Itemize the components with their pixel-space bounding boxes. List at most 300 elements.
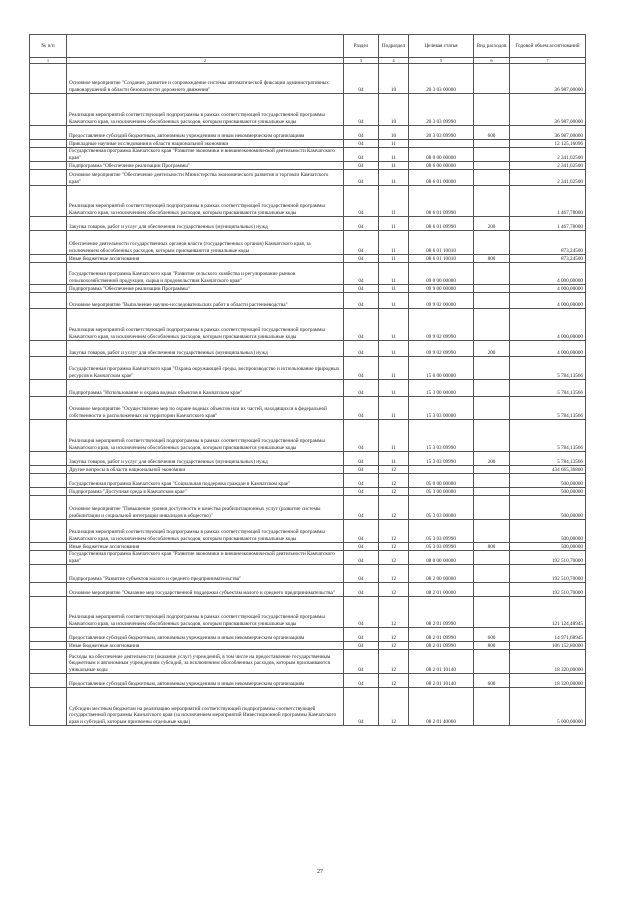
page-number: 27: [317, 869, 323, 875]
cell-annual-amount: 873,24500: [510, 255, 586, 263]
cell-podrazdel: 12: [379, 466, 409, 474]
cell-expense-type: [474, 309, 510, 341]
cell-num: [30, 170, 67, 186]
cell-name: Основное мероприятие "Создание, развитие и сопровождение системы автоматической фиксации административных правонарушений в области безопасности дорожного движения": [67, 64, 344, 94]
cell-expense-type: [474, 94, 510, 126]
cell-num: [30, 420, 67, 452]
cell-razdel: 04: [344, 293, 379, 309]
cell-podrazdel: 12: [379, 688, 409, 726]
table-body: [30, 64, 586, 726]
cell-num: [30, 551, 67, 565]
cell-razdel: 04: [344, 565, 379, 583]
table-row: [30, 217, 586, 231]
cell-name: Расходы на обеспечение деятельности (оказание услуг) учреждений, в том числе на предоставление государственным бюджетным и автономным учреждениям субсидий, за исключением обособленных расходов, которым присваиваются уникальные коды: [67, 650, 344, 674]
cell-podrazdel: 10: [379, 126, 409, 140]
column-index: 3: [344, 58, 379, 64]
cell-razdel: 04: [344, 551, 379, 565]
cell-name: Субсидии местным бюджетам на реализацию мероприятий соответствующей подпрограммы соответствующей государственной программы Камчатского края (за исключением мероприятий Инвестиционной программы Камчатского края и субсидий, которым присвоены отдельные коды): [67, 688, 344, 726]
cell-razdel: 04: [344, 597, 379, 628]
cell-num: [30, 309, 67, 341]
cell-target-article: 15 3 03 09990: [409, 420, 474, 452]
cell-num: [30, 231, 67, 255]
cell-razdel: 04: [344, 231, 379, 255]
cell-podrazdel: 12: [379, 520, 409, 543]
cell-target-article: 09 9 02 09990: [409, 309, 474, 341]
cell-target-article: 20 3 03 09990: [409, 126, 474, 140]
cell-razdel: 04: [344, 285, 379, 293]
cell-razdel: 04: [344, 126, 379, 140]
column-index: 7: [510, 58, 586, 64]
cell-annual-amount: 500,00000: [510, 520, 586, 543]
cell-expense-type: [474, 231, 510, 255]
cell-razdel: 04: [344, 650, 379, 674]
table-row: [30, 474, 586, 488]
cell-name: Основное мероприятие "Выполнение научно-исследовательских работ в области растениеводства": [67, 293, 344, 309]
table-row: [30, 488, 586, 496]
cell-expense-type: [474, 488, 510, 496]
cell-annual-amount: 121 124,48945: [510, 597, 586, 628]
cell-annual-amount: 500,00000: [510, 474, 586, 488]
cell-expense-type: 200: [474, 452, 510, 466]
cell-podrazdel: 11: [379, 186, 409, 217]
cell-annual-amount: 18 320,00000: [510, 674, 586, 688]
cell-num: [30, 642, 67, 650]
cell-num: [30, 357, 67, 380]
cell-annual-amount: 1 467,78000: [510, 186, 586, 217]
cell-expense-type: 800: [474, 642, 510, 650]
cell-target-article: 15 3 00 00000: [409, 380, 474, 397]
col-header-annual-amount: Годовой объем ассигнований: [510, 35, 586, 58]
cell-name: Иные бюджетные ассигнования: [67, 642, 344, 650]
table-row: [30, 94, 586, 126]
cell-name: Предоставление субсидий бюджетным, автономным учреждениям и иным некоммерческим организациям: [67, 126, 344, 140]
cell-name: Реализация мероприятий соответствующей подпрограммы в рамках соответствующей государственной программы Камчатского края, за исключением обособленных расходов, которым присваиваются уникальные коды: [67, 94, 344, 126]
cell-num: [30, 126, 67, 140]
cell-expense-type: [474, 597, 510, 628]
cell-razdel: 04: [344, 628, 379, 642]
cell-num: [30, 688, 67, 726]
cell-num: [30, 285, 67, 293]
cell-target-article: 09 9 00 00000: [409, 285, 474, 293]
cell-num: [30, 466, 67, 474]
cell-name: Подпрограмма "Доступная среда в Камчатском крае": [67, 488, 344, 496]
cell-target-article: 15 3 03 00000: [409, 397, 474, 420]
cell-target-article: 08 6 01 09990: [409, 186, 474, 217]
cell-razdel: 04: [344, 642, 379, 650]
cell-target-article: 08 0 00 00000: [409, 148, 474, 162]
cell-expense-type: [474, 263, 510, 285]
cell-num: [30, 452, 67, 466]
cell-annual-amount: 5 784,13566: [510, 452, 586, 466]
table-row: [30, 496, 586, 520]
table-row: [30, 162, 586, 170]
cell-expense-type: 200: [474, 341, 510, 357]
cell-num: [30, 64, 67, 94]
cell-razdel: 04: [344, 488, 379, 496]
col-header-expense-type: Вид расходов: [474, 35, 510, 58]
cell-razdel: 04: [344, 583, 379, 597]
cell-podrazdel: 11: [379, 357, 409, 380]
cell-target-article: 05 3 03 09990: [409, 543, 474, 551]
cell-podrazdel: 10: [379, 94, 409, 126]
table-header-row: [30, 35, 586, 58]
cell-num: [30, 628, 67, 642]
cell-expense-type: [474, 520, 510, 543]
cell-expense-type: [474, 688, 510, 726]
cell-podrazdel: 12: [379, 543, 409, 551]
table-row: [30, 285, 586, 293]
cell-razdel: 04: [344, 466, 379, 474]
cell-name: Основное мероприятие "Обеспечение деятельности Министерства экономического развития и торговли Камчатского края": [67, 170, 344, 186]
cell-annual-amount: 500,00000: [510, 488, 586, 496]
cell-razdel: 04: [344, 255, 379, 263]
table-row: [30, 126, 586, 140]
table-row: [30, 64, 586, 94]
cell-target-article: 08 6 01 10010: [409, 231, 474, 255]
table-row: [30, 148, 586, 162]
cell-razdel: 04: [344, 452, 379, 466]
cell-name: Основное мероприятие "Осуществление мер по охране водных объектов или их частей, находящихся в федеральной собственности и расположенных на территории Камчатского края": [67, 397, 344, 420]
cell-name: Иные бюджетные ассигнования: [67, 543, 344, 551]
column-index: 6: [474, 58, 510, 64]
cell-num: [30, 263, 67, 285]
cell-podrazdel: 11: [379, 263, 409, 285]
cell-num: [30, 148, 67, 162]
cell-target-article: 15 3 03 09990: [409, 452, 474, 466]
cell-expense-type: [474, 148, 510, 162]
cell-expense-type: [474, 583, 510, 597]
cell-num: [30, 397, 67, 420]
cell-podrazdel: 12: [379, 496, 409, 520]
cell-num: [30, 162, 67, 170]
cell-podrazdel: 12: [379, 583, 409, 597]
table-row: [30, 628, 586, 642]
cell-razdel: 04: [344, 170, 379, 186]
cell-name: Другие вопросы в области национальной экономики: [67, 466, 344, 474]
cell-expense-type: [474, 496, 510, 520]
cell-annual-amount: 873,24500: [510, 231, 586, 255]
cell-num: [30, 597, 67, 628]
cell-target-article: 08 2 01 09990: [409, 642, 474, 650]
table-row: [30, 380, 586, 397]
table-row: [30, 452, 586, 466]
cell-expense-type: 600: [474, 126, 510, 140]
cell-razdel: 04: [344, 64, 379, 94]
col-header-target-article: Целевая статья: [409, 35, 474, 58]
table-row: [30, 186, 586, 217]
cell-name: Государственная программа Камчатского края "Развитие экономики и внешнеэкономической деятельности Камчатского края": [67, 148, 344, 162]
cell-target-article: 05 3 03 00000: [409, 496, 474, 520]
cell-annual-amount: 18 320,00000: [510, 650, 586, 674]
col-header-podrazdel: Подраздел: [379, 35, 409, 58]
col-header-razdel: Раздел: [344, 35, 379, 58]
cell-razdel: 04: [344, 420, 379, 452]
table-row: [30, 520, 586, 543]
cell-razdel: 04: [344, 688, 379, 726]
table-row: [30, 650, 586, 674]
table-row: [30, 466, 586, 474]
cell-annual-amount: 4 000,00000: [510, 263, 586, 285]
cell-annual-amount: 500,00000: [510, 543, 586, 551]
cell-razdel: 04: [344, 496, 379, 520]
cell-name: Обеспечение деятельности государственных органов власти (государственных органов) Камчатского края, за исключением обособленных расходов, которым присваиваются уникальные коды: [67, 231, 344, 255]
cell-podrazdel: 11: [379, 162, 409, 170]
cell-razdel: 04: [344, 380, 379, 397]
cell-podrazdel: 12: [379, 551, 409, 565]
cell-target-article: 08 2 01 09990: [409, 628, 474, 642]
cell-razdel: 04: [344, 474, 379, 488]
cell-podrazdel: 10: [379, 64, 409, 94]
cell-podrazdel: 11: [379, 309, 409, 341]
cell-target-article: 15 0 00 00000: [409, 357, 474, 380]
cell-num: [30, 520, 67, 543]
cell-annual-amount: 5 784,13566: [510, 357, 586, 380]
cell-annual-amount: 2 341,02500: [510, 170, 586, 186]
cell-expense-type: 800: [474, 255, 510, 263]
cell-target-article: 08 2 00 00000: [409, 565, 474, 583]
cell-target-article: [409, 466, 474, 474]
table-row: [30, 170, 586, 186]
table-row: [30, 565, 586, 583]
cell-annual-amount: 5 784,13566: [510, 397, 586, 420]
cell-name: Основное мероприятие "Повышение уровня доступности и качества реабилитационных услуг (развитие системы реабилитации и социальной интеграции инвалидов в общество)": [67, 496, 344, 520]
cell-expense-type: [474, 565, 510, 583]
cell-target-article: 05 0 00 00000: [409, 474, 474, 488]
cell-num: [30, 496, 67, 520]
cell-name: Основное мероприятие "Оказание мер государственной поддержки субъектам малого и среднего предпринимательства": [67, 583, 344, 597]
cell-name: Реализация мероприятий соответствующей подпрограммы в рамках соответствующей государственной программы Камчатского края, за исключением обособленных расходов, которым присваиваются уникальные коды: [67, 420, 344, 452]
cell-name: Закупка товаров, работ и услуг для обеспечения государственных (муниципальных) нужд: [67, 452, 344, 466]
cell-expense-type: [474, 380, 510, 397]
table-row: [30, 642, 586, 650]
cell-expense-type: [474, 140, 510, 148]
cell-name: Предоставление субсидий бюджетным, автономным учреждениям и иным некоммерческим организациям: [67, 628, 344, 642]
table-row: [30, 597, 586, 628]
table-row: [30, 357, 586, 380]
column-index: 1: [30, 58, 67, 64]
cell-target-article: 05 3 03 09990: [409, 520, 474, 543]
cell-target-article: 08 2 01 00000: [409, 583, 474, 597]
cell-razdel: 04: [344, 520, 379, 543]
table-row: [30, 263, 586, 285]
cell-expense-type: [474, 170, 510, 186]
cell-razdel: 04: [344, 543, 379, 551]
cell-annual-amount: 1 467,78000: [510, 217, 586, 231]
cell-expense-type: [474, 466, 510, 474]
cell-target-article: 09 0 00 00000: [409, 263, 474, 285]
table-row: [30, 543, 586, 551]
table-row: [30, 397, 586, 420]
table-row: [30, 255, 586, 263]
cell-target-article: [409, 140, 474, 148]
cell-expense-type: [474, 650, 510, 674]
cell-num: [30, 293, 67, 309]
cell-annual-amount: 4 000,00000: [510, 309, 586, 341]
cell-podrazdel: 11: [379, 170, 409, 186]
cell-razdel: 04: [344, 674, 379, 688]
table-row: [30, 341, 586, 357]
column-index: 5: [409, 58, 474, 64]
col-header-num: № п/п: [30, 35, 67, 58]
cell-razdel: 04: [344, 217, 379, 231]
cell-podrazdel: 12: [379, 565, 409, 583]
cell-name: Прикладные научные исследования в области национальной экономики: [67, 140, 344, 148]
cell-num: [30, 650, 67, 674]
cell-name: Государственная программа Камчатского края "Развитие сельского хозяйства и регулирование рынков сельскохозяйственной продукции, сырья и продовольствия Камчатского края": [67, 263, 344, 285]
cell-expense-type: [474, 186, 510, 217]
cell-expense-type: [474, 64, 510, 94]
cell-name: Иные бюджетные ассигнования: [67, 255, 344, 263]
cell-name: Подпрограмма "Обеспечение реализации Программы": [67, 285, 344, 293]
cell-target-article: 20 3 03 09990: [409, 94, 474, 126]
cell-expense-type: [474, 162, 510, 170]
cell-podrazdel: 12: [379, 674, 409, 688]
cell-target-article: 08 2 01 10140: [409, 650, 474, 674]
cell-razdel: 04: [344, 148, 379, 162]
cell-target-article: 08 2 01 40060: [409, 688, 474, 726]
table-row: [30, 420, 586, 452]
cell-expense-type: [474, 397, 510, 420]
cell-target-article: 08 2 01 10140: [409, 674, 474, 688]
cell-num: [30, 674, 67, 688]
cell-podrazdel: 11: [379, 452, 409, 466]
cell-target-article: 09 9 02 00000: [409, 293, 474, 309]
cell-target-article: 08 2 01 09990: [409, 597, 474, 628]
cell-name: Подпрограмма "Обеспечение реализации Программы": [67, 162, 344, 170]
cell-annual-amount: 2 341,02500: [510, 148, 586, 162]
cell-num: [30, 380, 67, 397]
cell-podrazdel: 11: [379, 148, 409, 162]
cell-num: [30, 583, 67, 597]
cell-annual-amount: 192 510,70000: [510, 551, 586, 565]
cell-podrazdel: 11: [379, 341, 409, 357]
cell-razdel: 04: [344, 397, 379, 420]
cell-razdel: 04: [344, 140, 379, 148]
cell-podrazdel: 12: [379, 628, 409, 642]
cell-name: Подпрограмма "Развитие субъектов малого и среднего предпринимательства": [67, 565, 344, 583]
cell-name: Закупка товаров, работ и услуг для обеспечения государственных (муниципальных) нужд: [67, 217, 344, 231]
cell-annual-amount: 4 000,00000: [510, 341, 586, 357]
cell-expense-type: 600: [474, 674, 510, 688]
table-row: [30, 551, 586, 565]
cell-podrazdel: 11: [379, 255, 409, 263]
cell-expense-type: [474, 420, 510, 452]
cell-podrazdel: 12: [379, 488, 409, 496]
cell-podrazdel: 12: [379, 597, 409, 628]
cell-annual-amount: 106 152,80000: [510, 642, 586, 650]
cell-annual-amount: 36 987,00000: [510, 94, 586, 126]
table-row: [30, 674, 586, 688]
cell-name: Государственная программа Камчатского края "Развитие экономики и внешнеэкономической деятельности Камчатского края": [67, 551, 344, 565]
cell-expense-type: 800: [474, 543, 510, 551]
cell-name: Реализация мероприятий соответствующей подпрограммы в рамках соответствующей государственной программы Камчатского края, за исключением обособленных расходов, которым присваиваются уникальные коды: [67, 186, 344, 217]
cell-razdel: 04: [344, 186, 379, 217]
cell-razdel: 04: [344, 94, 379, 126]
cell-razdel: 04: [344, 341, 379, 357]
cell-num: [30, 543, 67, 551]
budget-table: [29, 34, 586, 726]
cell-name: Закупка товаров, работ и услуг для обеспечения государственных (муниципальных) нужд: [67, 341, 344, 357]
cell-annual-amount: 500,00000: [510, 496, 586, 520]
cell-num: [30, 255, 67, 263]
cell-target-article: 20 3 03 00000: [409, 64, 474, 94]
cell-podrazdel: 12: [379, 642, 409, 650]
cell-annual-amount: 4 000,00000: [510, 293, 586, 309]
cell-podrazdel: 12: [379, 650, 409, 674]
cell-expense-type: 200: [474, 217, 510, 231]
cell-name: Предоставление субсидий бюджетным, автономным учреждениям и иным некоммерческим организациям: [67, 674, 344, 688]
cell-annual-amount: 36 987,00000: [510, 64, 586, 94]
cell-num: [30, 341, 67, 357]
cell-expense-type: [474, 551, 510, 565]
cell-expense-type: [474, 285, 510, 293]
table-row: [30, 688, 586, 726]
cell-num: [30, 140, 67, 148]
cell-annual-amount: 12 125,16096: [510, 140, 586, 148]
cell-razdel: 04: [344, 263, 379, 285]
cell-razdel: 04: [344, 162, 379, 170]
cell-name: Реализация мероприятий соответствующей подпрограммы в рамках соответствующей государственной программы Камчатского края, за исключением обособленных расходов, которым присваиваются уникальные коды: [67, 520, 344, 543]
cell-num: [30, 186, 67, 217]
cell-podrazdel: 11: [379, 217, 409, 231]
cell-name: Государственная программа Камчатского края "Социальная поддержка граждан в Камчатском крае": [67, 474, 344, 488]
cell-target-article: 08 0 00 00000: [409, 551, 474, 565]
cell-annual-amount: 5 000,00000: [510, 688, 586, 726]
cell-name: Подпрограмма "Использование и охрана водных объектов в Камчатском крае": [67, 380, 344, 397]
table-row: [30, 309, 586, 341]
cell-podrazdel: 11: [379, 293, 409, 309]
cell-name: Реализация мероприятий соответствующей подпрограммы в рамках соответствующей государственной программы Камчатского края, за исключением обособленных расходов, которым присваиваются уникальные коды: [67, 597, 344, 628]
column-index: 4: [379, 58, 409, 64]
cell-target-article: 05 3 00 00000: [409, 488, 474, 496]
cell-razdel: 04: [344, 357, 379, 380]
cell-num: [30, 217, 67, 231]
cell-expense-type: 600: [474, 628, 510, 642]
col-header-name: [67, 35, 344, 58]
cell-annual-amount: 4 000,00000: [510, 285, 586, 293]
cell-name: Реализация мероприятий соответствующей подпрограммы в рамках соответствующей государственной программы Камчатского края, за исключением обособленных расходов, которым присваиваются уникальные коды: [67, 309, 344, 341]
cell-target-article: 08 6 00 00000: [409, 162, 474, 170]
table-row: [30, 140, 586, 148]
table-row: [30, 583, 586, 597]
column-index: 2: [67, 58, 344, 64]
cell-target-article: 08 6 01 10010: [409, 255, 474, 263]
cell-num: [30, 488, 67, 496]
cell-annual-amount: 36 987,00000: [510, 126, 586, 140]
cell-name: Государственная программа Камчатского края "Охрана окружающей среды, воспроизводство и использование природных ресурсов в Камчатском крае": [67, 357, 344, 380]
table-row: [30, 293, 586, 309]
cell-target-article: 09 9 02 09990: [409, 341, 474, 357]
cell-expense-type: [474, 357, 510, 380]
cell-expense-type: [474, 293, 510, 309]
cell-razdel: 04: [344, 309, 379, 341]
cell-podrazdel: 11: [379, 397, 409, 420]
cell-num: [30, 565, 67, 583]
cell-annual-amount: 2 341,02500: [510, 162, 586, 170]
cell-num: [30, 474, 67, 488]
cell-annual-amount: 5 784,13566: [510, 380, 586, 397]
cell-expense-type: [474, 474, 510, 488]
table-row: [30, 231, 586, 255]
cell-podrazdel: 11: [379, 231, 409, 255]
cell-podrazdel: 11: [379, 380, 409, 397]
cell-podrazdel: 11: [379, 285, 409, 293]
cell-target-article: 08 6 01 09990: [409, 217, 474, 231]
cell-target-article: 08 6 01 00000: [409, 170, 474, 186]
cell-annual-amount: 434 665,36800: [510, 466, 586, 474]
cell-annual-amount: 192 510,70000: [510, 565, 586, 583]
cell-podrazdel: 12: [379, 474, 409, 488]
